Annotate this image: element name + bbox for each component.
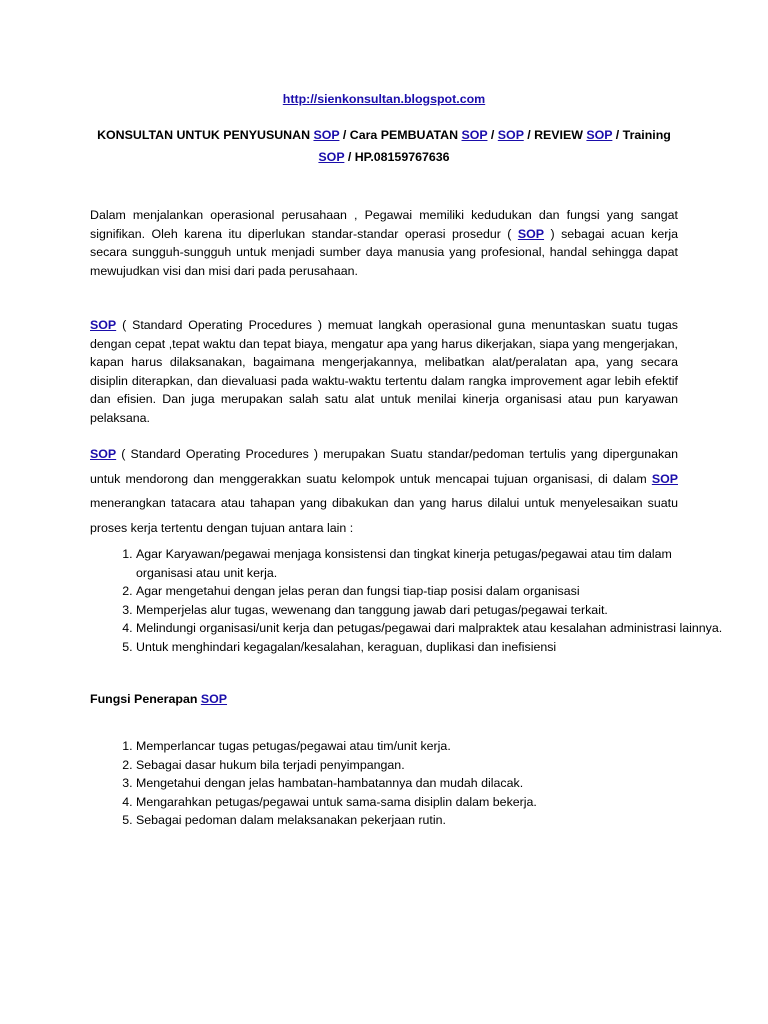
paragraph-sop-purpose: [90, 442, 678, 540]
title-text: / HP.08159767636: [344, 150, 450, 164]
function-list: [90, 737, 724, 830]
list-item: 2. Sebagai dasar hukum bila terjadi penyimpangan.: [136, 756, 724, 775]
blog-url-line: [0, 92, 768, 106]
paragraph-text: ( Standard Operating Procedures ) merupakan Suatu standar/pedoman tertulis yang dipergunakan untuk mendorong dan menggerakkan suatu kelompok untuk mencapai tujuan organisasi, di dalam: [90, 447, 678, 486]
sop-link[interactable]: SOP: [90, 447, 117, 461]
paragraph-text: Dalam menjalankan operasional perusahaan , Pegawai memiliki kedudukan dan fungsi yang sangat signifikan. Oleh karena itu diperlukan standar-standar operasi prosedur (: [90, 208, 678, 241]
sop-link[interactable]: SOP: [90, 318, 117, 332]
document-title: [90, 124, 678, 168]
title-sop-link[interactable]: SOP: [313, 128, 340, 142]
sop-link[interactable]: SOP: [651, 471, 678, 486]
list-item: 5. Sebagai pedoman dalam melaksanakan pekerjaan rutin.: [136, 811, 724, 830]
blog-url-link[interactable]: http://sienkonsultan.blogspot.com: [282, 92, 486, 106]
purpose-list: [90, 545, 724, 657]
title-sop-link[interactable]: SOP: [497, 128, 524, 142]
paragraph-text: menerangkan tatacara atau tahapan yang dibakukan dan yang harus dilalui untuk menyelesaikan suatu proses kerja tertentu dengan tujuan antara lain :: [90, 496, 678, 535]
list-item: 3. Memperjelas alur tugas, wewenang dan tanggung jawab dari petugas/pegawai terkait.: [136, 601, 724, 620]
list-item: 1. Agar Karyawan/pegawai menjaga konsistensi dan tingkat kinerja petugas/pegawai atau tim dalam organisasi atau unit kerja.: [136, 545, 724, 582]
heading-text: Fungsi Penerapan: [90, 692, 201, 706]
title-text: /: [487, 128, 498, 142]
title-text: / REVIEW: [523, 128, 587, 142]
paragraph-intro: [90, 206, 678, 280]
list-item: 3. Mengetahui dengan jelas hambatan-hambatannya dan mudah dilacak.: [136, 774, 724, 793]
list-item: 4. Mengarahkan petugas/pegawai untuk sama-sama disiplin dalam bekerja.: [136, 793, 724, 812]
sop-link[interactable]: SOP: [200, 692, 228, 706]
title-text: KONSULTAN UNTUK PENYUSUNAN: [97, 128, 314, 142]
list-item: 5. Untuk menghindari kegagalan/kesalahan, keraguan, duplikasi dan inefisiensi: [136, 638, 724, 657]
title-sop-link[interactable]: SOP: [586, 128, 613, 142]
title-sop-link[interactable]: SOP: [461, 128, 488, 142]
paragraph-text: ) sebagai acuan kerja secara sungguh-sungguh untuk menjadi sumber daya manusia yang profesional, handal sehingga dapat mewujudkan visi dan misi dari pada perusahaan.: [90, 226, 678, 278]
paragraph-sop-definition: [90, 316, 678, 428]
paragraph-text: ( Standard Operating Procedures ) memuat langkah operasional guna menuntaskan suatu tugas dengan cepat ,tepat waktu dan tepat biaya, mengatur apa yang harus dikerjakan, siapa yang mengerjakan, kapan harus dilaksanakan, bagaimana mengerjakannya, melibatkan alat/peralatan apa, yang secara disiplin diterapkan, dan dievaluasi pada waktu-waktu tertentu dalam rangka improvement agar lebih efektif dan efisien. Dan juga merupakan salah satu alat untuk menilai kinerja organisasi atau pun karyawan pelaksana.: [90, 318, 678, 425]
list-item: 2. Agar mengetahui dengan jelas peran dan fungsi tiap-tiap posisi dalam organisasi: [136, 582, 724, 601]
list-item: 1. Memperlancar tugas petugas/pegawai atau tim/unit kerja.: [136, 737, 724, 756]
sop-link[interactable]: SOP: [517, 226, 545, 241]
title-text: / Cara PEMBUATAN: [339, 128, 462, 142]
title-text: / Training: [612, 128, 671, 142]
title-sop-link[interactable]: SOP: [318, 150, 345, 164]
list-item: 4. Melindungi organisasi/unit kerja dan petugas/pegawai dari malpraktek atau kesalahan administrasi lainnya.: [136, 619, 724, 638]
section-heading-fungsi: [90, 692, 227, 706]
